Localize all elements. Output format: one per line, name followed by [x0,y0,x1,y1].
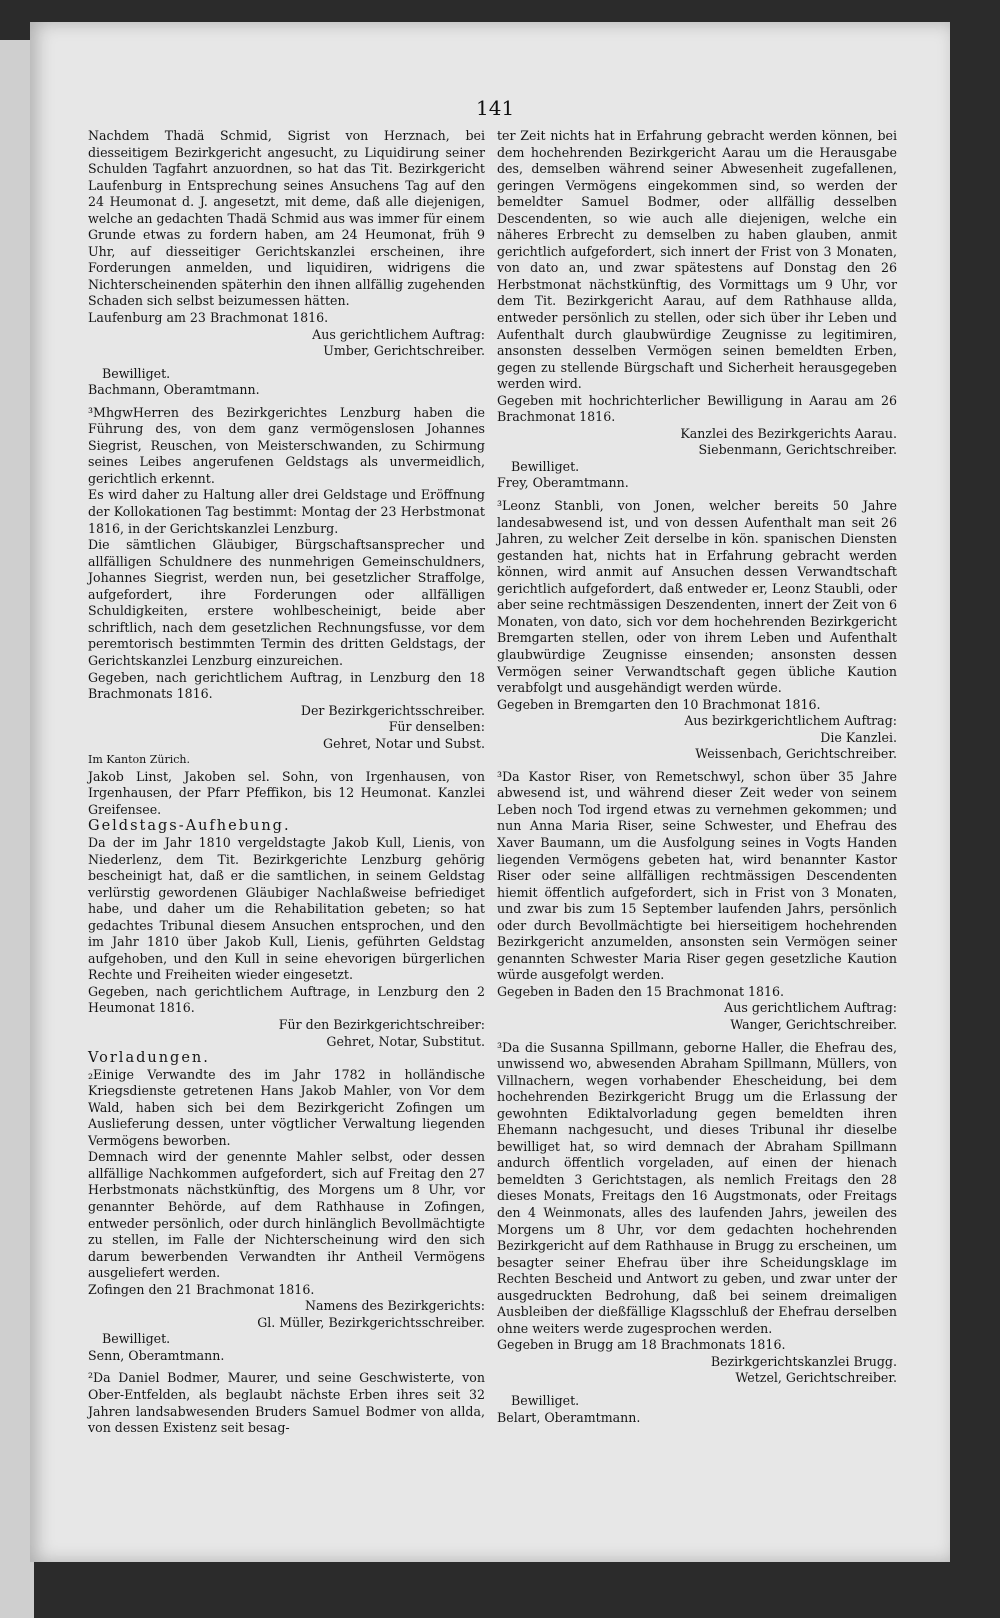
approval-line: Bewilliget. [102,365,171,381]
paragraph: Es wird daher zu Haltung aller drei Geldstage und Eröffnung der Kollokationen Tag bestimmt: Montag der 23 Herbstmonat 1816, in der Gerichtskanzlei Lenzburg. [88,487,485,536]
signature-line: Aus bezirkgerichtlichem Auftrag: [684,713,897,729]
paragraph: ³Leonz Stanbli, von Jonen, welcher bereits 50 Jahre landesabwesend ist, und von dessen Aufenthalt man seit 26 Jahren, zu welcher Zeit derselbe in kön. spanischen Diensten gestanden hat, nichts hat in Erfahrung gebracht werden können, wird anmit auf Ansuchen dessen Verwandtschaft gerichtlich aufgefordert, daß entweder er, Leonz Staubli, oder aber seine rechtmässigen Deszendenten, innert der Zeit von 6 Monaten, von dato, sich vor dem hochehrenden Bezirkgericht Bremgarten stellen, oder von ihrem Leben und Aufenthalt glaubwürdige Zeugnisse einsenden; ansonsten dessen Vermögen seiner Verwandtschaft gegen übliche Kaution verabfolgt und ausgehändigt werden würde. [497,498,897,696]
signature-line: Kanzlei des Bezirkgerichts Aarau. [680,425,897,441]
signature-line: Umber, Gerichtschreiber. [323,343,485,359]
paragraph: Gegeben mit hochrichterlicher Bewilligung in Aarau am 26 Brachmonat 1816. [497,392,897,425]
right-column [497,128,897,1426]
paragraph: Gegeben, nach gerichtlichem Auftrage, in Lenzburg den 2 Heumonat 1816. [88,983,485,1016]
approval-line: Bewilliget. [511,458,580,474]
signature-line: Für denselben: [388,719,485,735]
signature-line: Für den Bezirkgerichtschreiber: [278,1016,485,1032]
approval-line: Bewilliget. [511,1393,580,1409]
signature-line: Namens des Bezirkgerichts: [305,1298,485,1314]
paragraph: Demnach wird der genennte Mahler selbst, oder dessen allfällige Nachkommen aufgefordert, sich auf Freitag den 27 Herbstmonats nächstkünftig, des Morgens um 8 Uhr, vor genannter Behörde, auf dem Rathhause in Zofingen, entweder persönlich, oder durch hinlänglich Bevollmächtigte zu stellen, im Falle der Nichterscheinung wird den sich darum bewerbenden Verwandten ihr Antheil Vermögens ausgeliefert werden. [88,1149,485,1281]
paragraph: Zofingen den 21 Brachmonat 1816. [88,1281,315,1297]
paragraph: Nachdem Thadä Schmid, Sigrist von Herznach, bei diesseitigem Bezirkgericht angesucht, zu Liquidirung seiner Schulden Tagfahrt anzuordnen, so hat das Tit. Bezirkgericht Laufenburg in Entsprechung seines Ansuchens Tag auf den 24 Heumonat d. J. angesetzt, mit deme, daß alle diejenigen, welche an gedachten Thadä Schmid aus was immer für einem Grunde etwas zu fordern haben, am 24 Heumonat, früh 9 Uhr, auf diesseitiger Gerichtskanzlei erscheinen, ihre Forderungen anmelden, und liquidiren, widrigens die Nichterscheinenden späterhin den ihnen allfällig zugehenden Schaden sich selbst beizumessen hätten. [88,128,485,309]
paragraph: ³Da Kastor Riser, von Remetschwyl, schon über 35 Jahre abwesend ist, und während dieser Zeit weder von seinem Leben noch Tod irgend etwas zu vernehmen gekommen; und nun Anna Maria Riser, seine Schwester, und Ehefrau des Xaver Baumann, um die Ausfolgung seines in Vogts Handen liegenden Vermögens gebeten hat, wird benannter Kastor Riser oder seine allfälligen rechtmässigen Descendenten hiemit öffentlich aufgefordert, sich in Frist von 3 Monaten, und zwar bis zum 15 September laufenden Jahrs, persönlich oder durch Bevollmächtigte bei hierseitigem hochehrenden Bezirkgericht anzumelden, ansonsten sein Vermögen seiner genannten Schwester Maria Riser gegen gesetzliche Kaution würde ausgefolgt werden. [497,768,897,983]
section-heading: Geldstags-Aufhebung. [88,818,291,835]
paragraph: ter Zeit nichts hat in Erfahrung gebracht werden können, bei dem hochehrenden Bezirkgericht Aarau um die Herausgabe des, demselben während seiner Abwesenheit zugefallenen, geringen Vermögens eingekommen sind, so werden der bemeldter Samuel Bodmer, oder allfällig desselben Descendenten, so wie auch alle diejenigen, welche ein näheres Erbrecht zu demselben zu haben glauben, anmit gerichtlich aufgefordert, sich innert der Frist von 3 Monaten, von dato an, und zwar spätestens auf Donstag den 26 Herbstmonat nächstkünftig, des Vormittags um 9 Uhr, vor dem Tit. Bezirkgericht Aarau, auf dem Rathhause allda, entweder persönlich zu stellen, oder sich über ihr Leben und Aufenthalt durch glaubwürdige Zeugnisse zu legitimiren, ansonsten desselben Vermögen seinen bemeldten Erben, gegen zu stellende Bürgschaft und Sicherheit herausgegeben werden wird. [497,128,897,392]
signature-line: Der Bezirkgerichtsschreiber. [300,702,485,718]
paragraph: Da der im Jahr 1810 vergeldstagte Jakob Kull, Lienis, von Niederlenz, dem Tit. Bezirkgerichte Lenzburg gehörig bescheinigt hat, daß er die samtlichen, in seinem Geldstag verlürstig gewordenen Gläubiger Nachlaßweise befriediget habe, und daher um die Rehabilitation gebeten; so hat gedachtes Tribunal diesem Ansuchen entsprochen, und den im Jahr 1810 über Jakob Kull, Lienis, geführten Geldstag aufgehoben, und den Kull in seine ehevorigen bürgerlichen Rechte und Freiheiten wieder eingesetzt. [88,834,485,983]
paragraph: Gegeben in Baden den 15 Brachmonat 1816. [497,983,785,999]
paragraph: Die sämtlichen Gläubiger, Bürgschaftsansprecher und allfälligen Schuldnere des nunmehrigen Gemeinschuldners, Johannes Siegrist, werden nun, bei gesetzlicher Straffolge, aufgefordert, ihre Forderungen oder allfälligen Schuldigkeiten, erstere wohlbescheinigt, beide aber schriftlich, nach dem gesetzlichen Rechnungsfusse, vor dem peremtorisch bestimmten Termin des dritten Geldstags, der Gerichtskanzlei Lenzburg einzureichen. [88,537,485,668]
facing-page-edge [0,40,34,1618]
section-heading: Vorladungen. [88,1050,210,1067]
signature-line: Siebenmann, Gerichtschreiber. [698,442,897,458]
paragraph: ₂Einige Verwandte des im Jahr 1782 in holländische Kriegsdienste getretenen Hans Jakob Mahler, von Vor dem Wald, haben sich bei dem Bezirkgericht Zofingen um Auslieferung dessen, unter vögtlicher Verwaltung liegenden Vermögens beworben. [88,1066,485,1148]
paragraph: ³Da die Susanna Spillmann, geborne Haller, die Ehefrau des, unwissend wo, abwesenden Abraham Spillmann, Müllers, von Villnachern, wegen vorhabender Ehescheidung, bei dem hochehrenden Bezirkgericht Brugg um die Erlassung der gewohnten Ediktalvorladung gegen bemeldten ihren Ehemann nachgesucht, und dieses Tribunal ihr dieselbe bewilliget hat, so wird demnach der Abraham Spillmann andurch öffentlich vorgeladen, auf einen der hienach bemeldten 3 Gerichtstagen, als nemlich Freitags den 28 dieses Monats, Freitags den 16 Augstmonats, oder Freitags den 4 Weinmonats, alles des laufenden Jahrs, jeweilen des Morgens um 8 Uhr, vor dem gedachten hochehrenden Bezirkgericht auf dem Rathhause in Brugg zu erscheinen, um besagter seiner Ehefrau über ihre Scheidungsklage im Rechten Bescheid und Antwort zu geben, und zwar unter der ausgedruckten Bedrohung, daß bei seinem dreimaligen Ausbleiben der dießfällige Klagsschluß der Ehefrau derselben ohne weiters werde zugesprochen werden. [497,1039,897,1336]
signature-line: Aus gerichtlichem Auftrag: [724,1000,897,1016]
paragraph: ³MhgwHerren des Bezirkgerichtes Lenzburg haben die Führung des, von dem ganz vermögenslosen Johannes Siegrist, Reuschen, von Meisterschwanden, zu Schirmung seines Leibes angerufenen Geldstags als unvermeidlich, gerichtlich erkennt. [88,404,485,486]
signature-line: Die Kanzlei. [820,729,897,745]
signature-line: Gehret, Notar und Subst. [323,735,485,751]
signature-line: Gl. Müller, Bezirkgerichtsschreiber. [257,1314,485,1330]
paragraph: Frey, Oberamtmann. [497,475,629,491]
paragraph: Laufenburg am 23 Brachmonat 1816. [88,310,329,326]
paragraph: Gegeben, nach gerichtlichem Auftrag, in Lenzburg den 18 Brachmonats 1816. [88,669,485,702]
signature-line: Bezirkgerichtskanzlei Brugg. [710,1353,897,1369]
left-column [88,128,485,1437]
subheading: Im Kanton Zürich. [88,753,191,767]
paragraph: Jakob Linst, Jakoben sel. Sohn, von Irgenhausen, von Irgenhausen, der Pfarr Pfeffikon, bis 12 Heumonat. Kanzlei Greifensee. [88,768,485,817]
signature-line: Gehret, Notar, Substitut. [326,1033,485,1049]
signature-line: Aus gerichtlichem Auftrag: [312,326,485,342]
signature-line: Weissenbach, Gerichtschreiber. [695,746,897,762]
paragraph: Gegeben in Brugg am 18 Brachmonats 1816. [497,1337,786,1353]
signature-line: Wanger, Gerichtschreiber. [730,1016,897,1032]
approval-line: Bewilliget. [102,1331,171,1347]
paragraph: Bachmann, Oberamtmann. [88,382,260,398]
paragraph: ²Da Daniel Bodmer, Maurer, und seine Geschwisterte, von Ober-Entfelden, als beglaubt nächste Erben ihres seit 32 Jahren landsabwesenden Bruders Samuel Bodmer von allda, von dessen Existenz seit besag- [88,1370,485,1436]
signature-line: Wetzel, Gerichtschreiber. [735,1370,897,1386]
paragraph: Senn, Oberamtmann. [88,1347,225,1363]
paragraph: Gegeben in Bremgarten den 10 Brachmonat 1816. [497,696,821,712]
page-number: 141 [476,96,515,120]
paragraph: Belart, Oberamtmann. [497,1409,641,1425]
